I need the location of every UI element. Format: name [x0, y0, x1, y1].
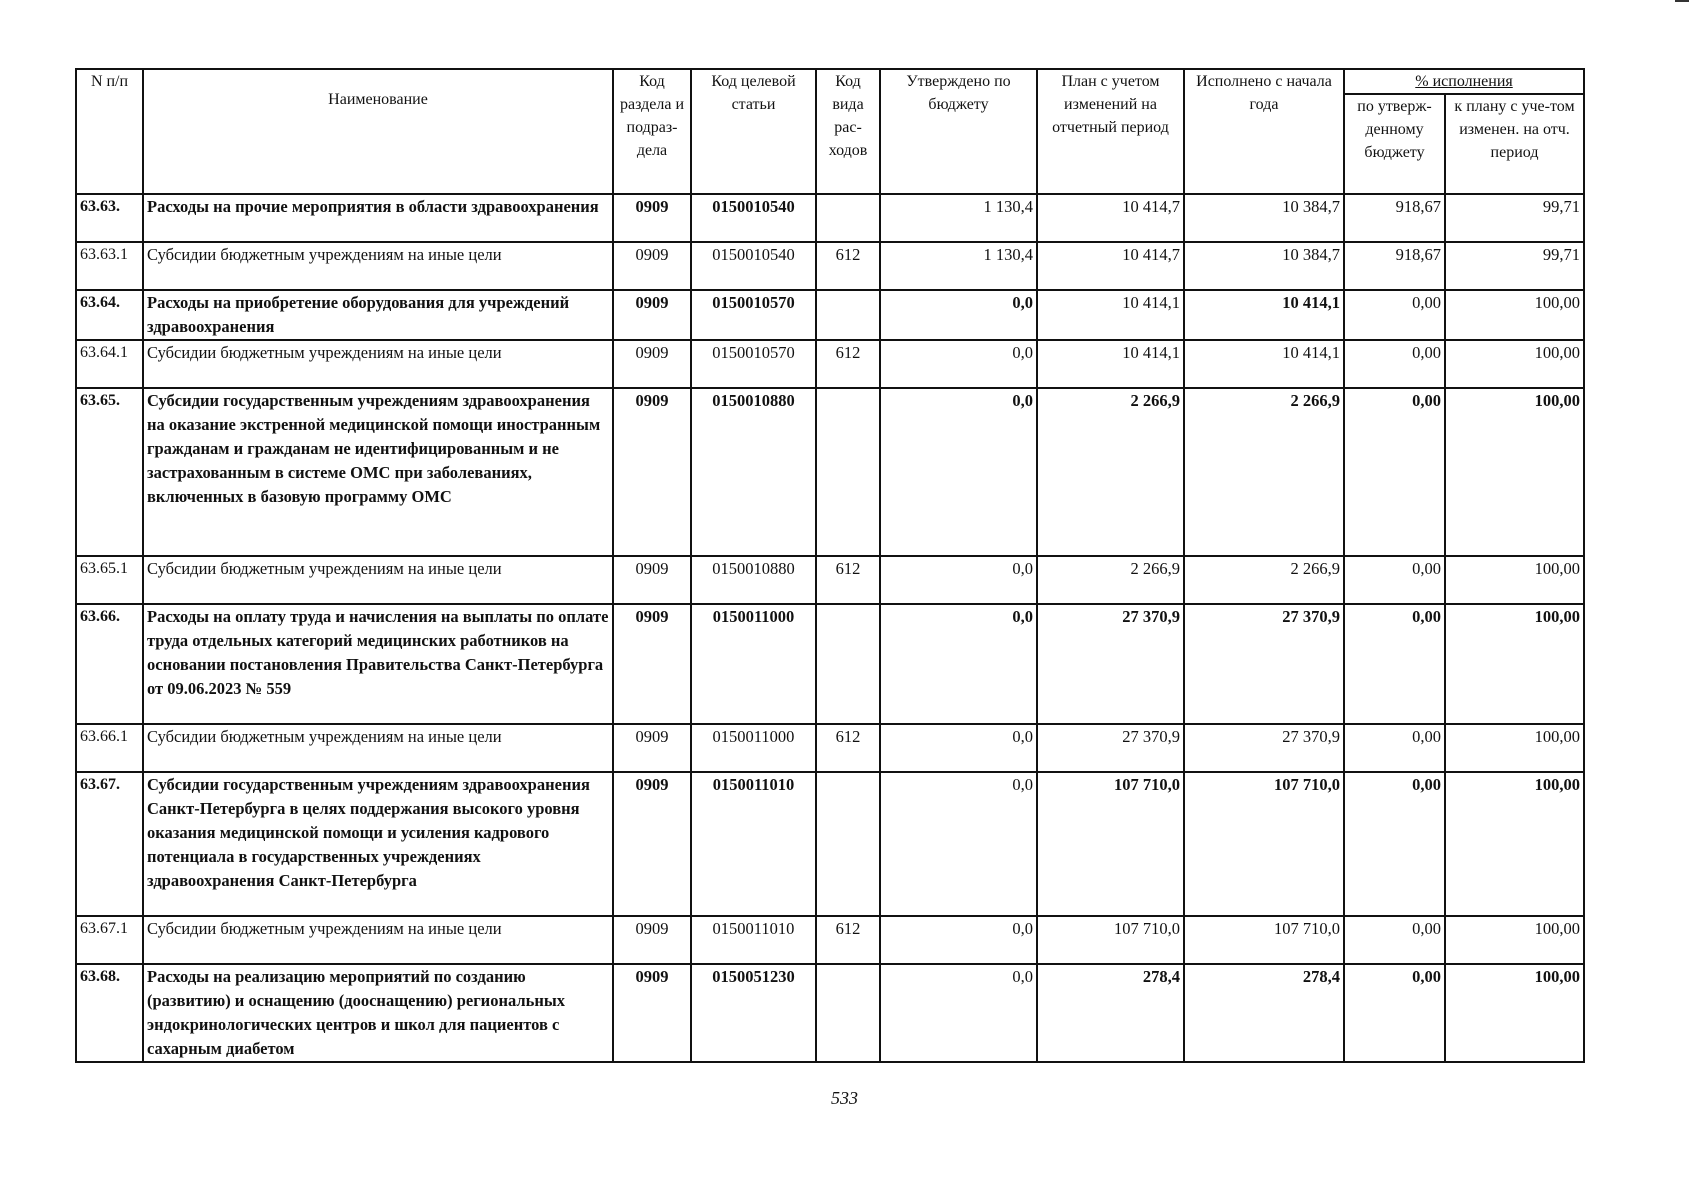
row-plan: 278,4: [1037, 964, 1184, 1062]
row-pct-plan: 100,00: [1445, 964, 1584, 1062]
row-executed: 27 370,9: [1184, 604, 1344, 724]
row-pct-budget: 0,00: [1344, 772, 1445, 916]
row-pct-plan: 100,00: [1445, 340, 1584, 388]
row-kind: [816, 772, 880, 916]
page-number: 533: [831, 1088, 858, 1108]
table-row: [76, 964, 1584, 1062]
row-approved: 1 130,4: [880, 194, 1037, 242]
table-row: [76, 340, 1584, 388]
row-no: 63.66.1: [76, 724, 143, 772]
row-executed: 27 370,9: [1184, 724, 1344, 772]
row-section: 0909: [613, 724, 691, 772]
row-executed: 10 384,7: [1184, 194, 1344, 242]
row-executed: 2 266,9: [1184, 388, 1344, 556]
row-target: 0150011010: [691, 916, 816, 964]
row-kind: [816, 194, 880, 242]
header-no: N п/п: [76, 69, 143, 194]
row-pct-plan: 99,71: [1445, 194, 1584, 242]
row-approved: 0,0: [880, 290, 1037, 340]
row-name: Расходы на приобретение оборудования для учреждений здравоохранения: [143, 290, 613, 340]
row-executed: 2 266,9: [1184, 556, 1344, 604]
row-kind: [816, 964, 880, 1062]
row-section: 0909: [613, 340, 691, 388]
header-pct-group: [1344, 69, 1584, 94]
row-section: 0909: [613, 242, 691, 290]
row-no: 63.65.1: [76, 556, 143, 604]
table-row: [76, 556, 1584, 604]
row-plan: 2 266,9: [1037, 388, 1184, 556]
row-approved: 1 130,4: [880, 242, 1037, 290]
row-executed: 10 414,1: [1184, 290, 1344, 340]
row-kind: 612: [816, 916, 880, 964]
table-row: [76, 388, 1584, 556]
row-plan: 10 414,7: [1037, 194, 1184, 242]
table-row: [76, 194, 1584, 242]
row-name: Расходы на прочие мероприятия в области здравоохранения: [143, 194, 613, 242]
row-approved: 0,0: [880, 724, 1037, 772]
header-pct-plan: к плану с уче-том изменен. на отч. период: [1445, 94, 1584, 194]
row-pct-plan: 99,71: [1445, 242, 1584, 290]
row-pct-plan: 100,00: [1445, 388, 1584, 556]
row-kind: 612: [816, 556, 880, 604]
table-row: [76, 290, 1584, 340]
header-section: Код раздела и подраз-дела: [613, 69, 691, 194]
row-pct-plan: 100,00: [1445, 556, 1584, 604]
row-pct-budget: 0,00: [1344, 604, 1445, 724]
row-pct-budget: 0,00: [1344, 964, 1445, 1062]
row-name: Субсидии бюджетным учреждениям на иные цели: [143, 340, 613, 388]
table-row: [76, 242, 1584, 290]
table-body: [76, 194, 1584, 1062]
row-plan: 27 370,9: [1037, 724, 1184, 772]
row-no: 63.66.: [76, 604, 143, 724]
row-no: 63.67.: [76, 772, 143, 916]
row-no: 63.63.: [76, 194, 143, 242]
row-section: 0909: [613, 964, 691, 1062]
header-kind: Код вида рас-ходов: [816, 69, 880, 194]
header-plan: План с учетом изменений на отчетный период: [1037, 69, 1184, 194]
row-target: 0150011000: [691, 604, 816, 724]
header-target: Код целевой статьи: [691, 69, 816, 194]
row-name: Субсидии бюджетным учреждениям на иные цели: [143, 724, 613, 772]
row-name: Субсидии бюджетным учреждениям на иные цели: [143, 556, 613, 604]
row-section: 0909: [613, 290, 691, 340]
row-plan: 10 414,1: [1037, 290, 1184, 340]
row-plan: 107 710,0: [1037, 772, 1184, 916]
row-kind: 612: [816, 340, 880, 388]
row-section: 0909: [613, 916, 691, 964]
row-approved: 0,0: [880, 556, 1037, 604]
row-target: 0150010880: [691, 556, 816, 604]
row-approved: 0,0: [880, 604, 1037, 724]
row-section: 0909: [613, 556, 691, 604]
header-pct-budget: по утверж-денному бюджету: [1344, 94, 1445, 194]
row-kind: [816, 290, 880, 340]
row-executed: 107 710,0: [1184, 772, 1344, 916]
row-target: 0150010570: [691, 340, 816, 388]
row-section: 0909: [613, 194, 691, 242]
row-executed: 107 710,0: [1184, 916, 1344, 964]
row-pct-budget: 0,00: [1344, 916, 1445, 964]
row-executed: 10 384,7: [1184, 242, 1344, 290]
row-approved: 0,0: [880, 772, 1037, 916]
row-approved: 0,0: [880, 388, 1037, 556]
row-target: 0150011010: [691, 772, 816, 916]
row-no: 63.63.1: [76, 242, 143, 290]
row-pct-budget: 0,00: [1344, 340, 1445, 388]
row-pct-plan: 100,00: [1445, 916, 1584, 964]
row-approved: 0,0: [880, 340, 1037, 388]
row-no: 63.68.: [76, 964, 143, 1062]
row-name: Расходы на реализацию мероприятий по созданию (развитию) и оснащению (дооснащению) региональных эндокринологических центров и школ для пациентов с сахарным диабетом: [143, 964, 613, 1062]
row-pct-budget: 0,00: [1344, 724, 1445, 772]
header-approved: Утверждено по бюджету: [880, 69, 1037, 194]
row-name: Субсидии государственным учреждениям здравоохранения Санкт-Петербурга в целях поддержания высокого уровня оказания медицинской помощи и усиления кадрового потенциала в государственных учреждениях здравоохранения Санкт-Петербурга: [143, 772, 613, 916]
row-plan: 27 370,9: [1037, 604, 1184, 724]
row-no: 63.65.: [76, 388, 143, 556]
row-plan: 10 414,7: [1037, 242, 1184, 290]
table-row: [76, 916, 1584, 964]
row-pct-budget: 0,00: [1344, 388, 1445, 556]
row-plan: 2 266,9: [1037, 556, 1184, 604]
row-name: Субсидии государственным учреждениям здравоохранения на оказание экстренной медицинской помощи иностранным гражданам и гражданам не идентифицированным и не застрахованным в системе ОМС при заболеваниях, включенных в базовую программу ОМС: [143, 388, 613, 556]
row-pct-plan: 100,00: [1445, 724, 1584, 772]
corner-mark: [1675, 0, 1689, 2]
row-target: 0150051230: [691, 964, 816, 1062]
table-row: [76, 772, 1584, 916]
row-pct-plan: 100,00: [1445, 772, 1584, 916]
table-row: [76, 724, 1584, 772]
row-target: 0150010880: [691, 388, 816, 556]
row-pct-budget: 0,00: [1344, 290, 1445, 340]
row-executed: 278,4: [1184, 964, 1344, 1062]
row-target: 0150010540: [691, 242, 816, 290]
row-target: 0150011000: [691, 724, 816, 772]
header-pct-group-label: % исполнения: [1415, 73, 1513, 90]
row-plan: 10 414,1: [1037, 340, 1184, 388]
header-executed: Исполнено с начала года: [1184, 69, 1344, 194]
row-target: 0150010570: [691, 290, 816, 340]
row-executed: 10 414,1: [1184, 340, 1344, 388]
row-pct-budget: 918,67: [1344, 242, 1445, 290]
row-name: Субсидии бюджетным учреждениям на иные цели: [143, 242, 613, 290]
row-section: 0909: [613, 604, 691, 724]
row-kind: 612: [816, 724, 880, 772]
row-pct-plan: 100,00: [1445, 604, 1584, 724]
row-pct-budget: 0,00: [1344, 556, 1445, 604]
row-no: 63.67.1: [76, 916, 143, 964]
row-approved: 0,0: [880, 916, 1037, 964]
budget-execution-table: [75, 68, 1585, 1063]
row-pct-budget: 918,67: [1344, 194, 1445, 242]
row-pct-plan: 100,00: [1445, 290, 1584, 340]
row-kind: [816, 604, 880, 724]
row-section: 0909: [613, 388, 691, 556]
row-target: 0150010540: [691, 194, 816, 242]
row-no: 63.64.: [76, 290, 143, 340]
row-kind: [816, 388, 880, 556]
row-name: Расходы на оплату труда и начисления на выплаты по оплате труда отдельных категорий медицинских работников на основании постановления Правительства Санкт-Петербурга от 09.06.2023 № 559: [143, 604, 613, 724]
row-no: 63.64.1: [76, 340, 143, 388]
row-kind: 612: [816, 242, 880, 290]
row-name: Субсидии бюджетным учреждениям на иные цели: [143, 916, 613, 964]
row-plan: 107 710,0: [1037, 916, 1184, 964]
table-header: [76, 69, 1584, 194]
header-name: Наименование: [143, 69, 613, 194]
row-section: 0909: [613, 772, 691, 916]
row-approved: 0,0: [880, 964, 1037, 1062]
table-row: [76, 604, 1584, 724]
